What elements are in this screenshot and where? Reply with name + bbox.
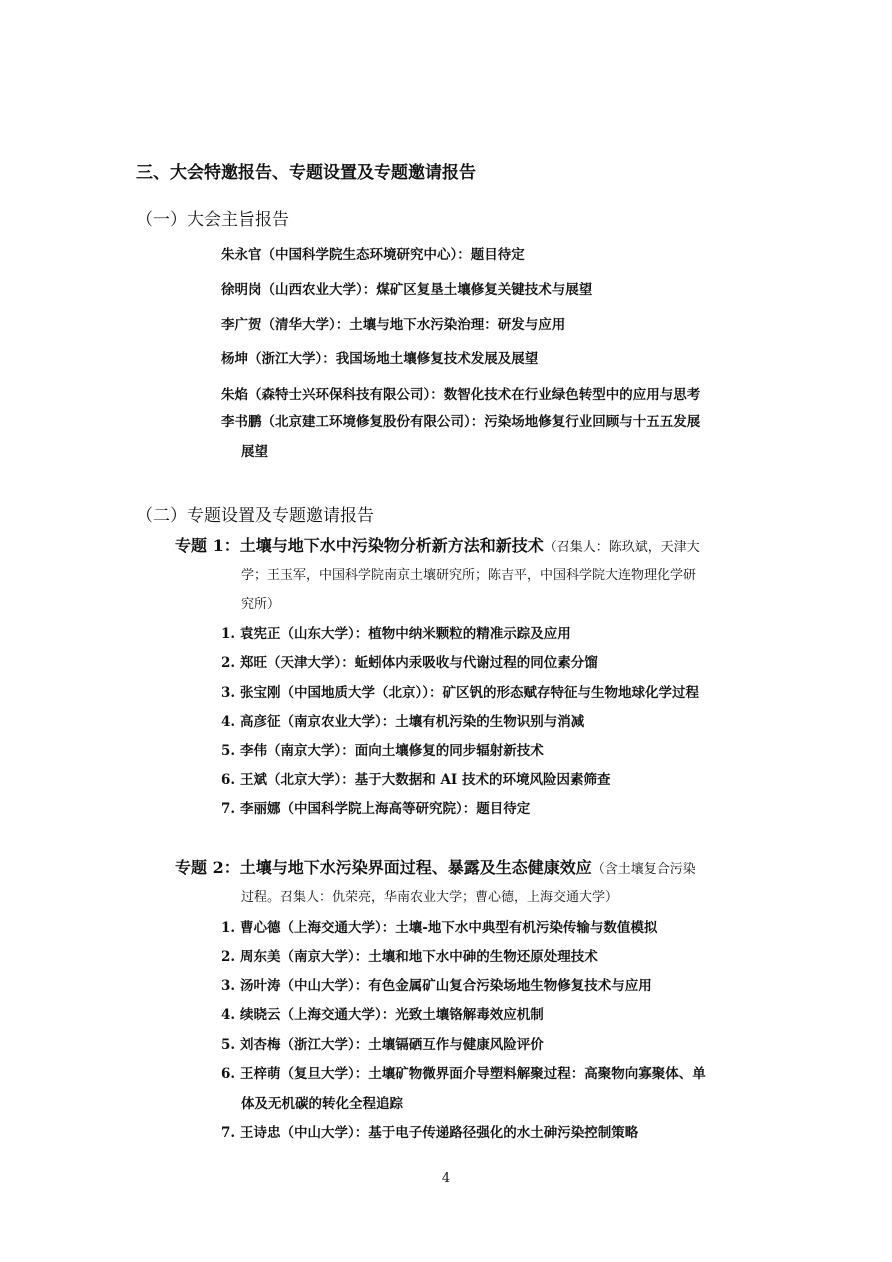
topics-heading: （二）专题设置及专题邀请报告 xyxy=(136,506,374,526)
topic-1-title xyxy=(175,533,700,561)
topic-2-item: 7. 王诗忠（中山大学）：基于电子传递路径强化的水土砷污染控制策略 xyxy=(221,1125,639,1141)
keynote-item: 朱焰（森特士兴环保科技有限公司）：数智化技术在行业绿色转型中的应用与思考 xyxy=(221,387,701,403)
topic-1-item: 3. 张宝刚（中国地质大学（北京））：矿区钒的形态赋存特征与生物地球化学过程 xyxy=(221,685,699,701)
topic-1-conveners: （召集人：陈玖斌，天津大 xyxy=(543,540,700,555)
topic-2-item: 2. 周东美（南京大学）：土壤和地下水中砷的生物还原处理技术 xyxy=(221,949,598,965)
topic-2-item-continuation: 体及无机碳的转化全程追踪 xyxy=(241,1096,403,1112)
keynote-item: 杨坤（浙江大学）：我国场地土壤修复技术发展及展望 xyxy=(221,351,539,367)
topic-2-title xyxy=(175,855,696,883)
keynote-item: 李广贺（清华大学）：土壤与地下水污染治理：研发与应用 xyxy=(221,317,566,333)
keynote-heading: （一）大会主旨报告 xyxy=(136,210,289,230)
topic-2-item: 4. 续晓云（上海交通大学）：光致土壤铬解毒效应机制 xyxy=(221,1007,544,1023)
topic-2-conveners-line: 过程。召集人：仇荣亮，华南农业大学；曹心德，上海交通大学） xyxy=(241,890,619,905)
keynote-item: 徐明岗（山西农业大学）：煤矿区复垦土壤修复关键技术与展望 xyxy=(221,282,593,298)
topic-1-label: 专题 1：土壤与地下水中污染物分析新方法和新技术 xyxy=(175,536,544,555)
topic-2-item: 3. 汤叶涛（中山大学）：有色金属矿山复合污染场地生物修复技术与应用 xyxy=(221,978,652,994)
topic-2-item: 6. 王梓萌（复旦大学）：土壤矿物微界面介导塑料解聚过程：高聚物向寡聚体、单 xyxy=(221,1066,706,1082)
topic-1-item: 5. 李伟（南京大学）：面向土壤修复的同步辐射新技术 xyxy=(221,743,544,759)
topic-1-conveners-line: 学；王玉军，中国科学院南京土壤研究所；陈吉平，中国科学院大连物理化学研 xyxy=(241,568,697,583)
keynote-item: 李书鹏（北京建工环境修复股份有限公司）：污染场地修复行业回顾与十五五发展 xyxy=(221,414,701,430)
topic-2-item: 5. 刘杏梅（浙江大学）：土壤镉硒互作与健康风险评价 xyxy=(221,1037,544,1053)
keynote-item: 朱永官（中国科学院生态环境研究中心）：题目待定 xyxy=(221,247,525,263)
keynote-item-continuation: 展望 xyxy=(241,444,268,460)
topic-1-item: 4. 高彦征（南京农业大学）：土壤有机污染的生物识别与消减 xyxy=(221,714,585,730)
topic-1-item: 7. 李丽娜（中国科学院上海高等研究院）：题目待定 xyxy=(221,801,531,817)
page-number: 4 xyxy=(441,1171,451,1186)
topic-1-item: 1. 袁宪正（山东大学）：植物中纳米颗粒的精准示踪及应用 xyxy=(221,626,571,642)
topic-1-item: 6. 王斌（北京大学）：基于大数据和 AI 技术的环境风险因素筛查 xyxy=(221,772,611,788)
topic-2-conveners: （含土壤复合污染 xyxy=(591,862,696,877)
section-title: 三、大会特邀报告、专题设置及专题邀请报告 xyxy=(136,163,476,183)
topic-1-conveners-line: 究所） xyxy=(241,597,281,612)
topic-2-label: 专题 2：土壤与地下水污染界面过程、暴露及生态健康效应 xyxy=(175,858,592,877)
topic-1-item: 2. 郑旺（天津大学）：蚯蚓体内汞吸收与代谢过程的同位素分馏 xyxy=(221,655,598,671)
topic-2-item: 1. 曹心德（上海交通大学）：土壤-地下水中典型有机污染传输与数值模拟 xyxy=(221,920,658,936)
